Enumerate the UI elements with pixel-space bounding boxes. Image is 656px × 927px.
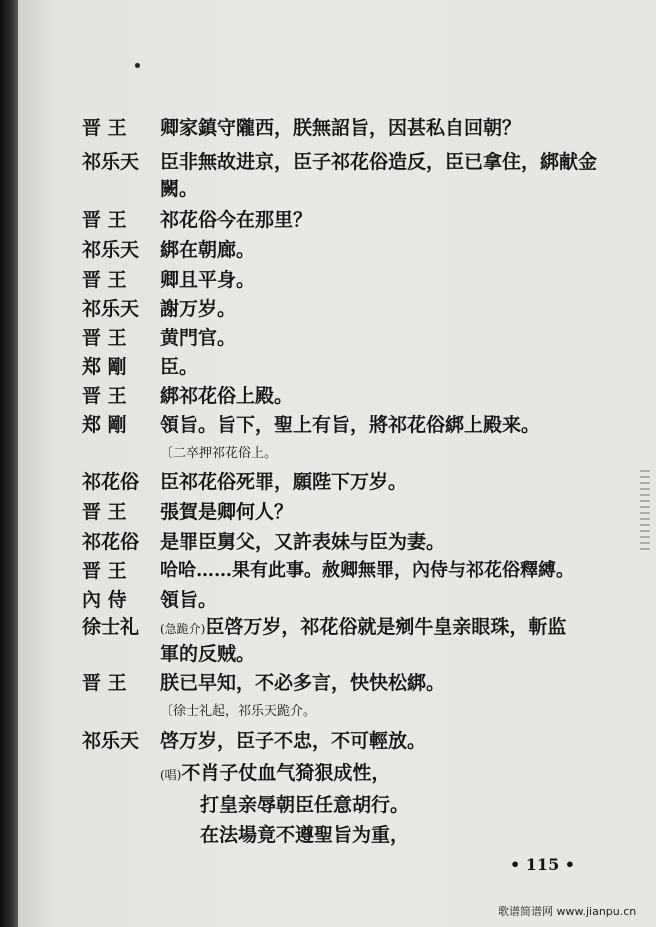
speaker-jinwang: 晋 王 <box>82 327 127 349</box>
dialogue-line: 朕已早知，不必多言，快快松綁。 <box>160 672 446 694</box>
dialogue-continuation: 軍的反贼。 <box>160 643 256 665</box>
speaker-qiletian: 祁乐天 <box>82 730 140 752</box>
speaker-jinwang: 晋 王 <box>82 560 127 582</box>
dialogue-line: 綁祁花俗上殿。 <box>160 385 294 407</box>
speaker-zhenggang: 郑 剛 <box>82 414 127 436</box>
speaker-zhenggang: 郑 剛 <box>82 356 127 378</box>
dialogue-line: 領旨。 <box>160 589 218 611</box>
speaker-qihuasu: 祁花俗 <box>82 471 140 493</box>
dialogue-text: 臣啓万岁，祁花俗就是剜牛皇亲眼珠，斬监 <box>205 616 567 638</box>
dialogue-line: 臣。 <box>160 356 199 378</box>
watermark: 歌谱简谱网 www.jianpu.cn <box>498 905 637 918</box>
dialogue-continuation: 闕。 <box>160 178 199 200</box>
dialogue-line: 卿家鎮守隴西，朕無詔旨，因甚私自回朝？ <box>160 117 522 139</box>
dialogue-line: 張賀是卿何人？ <box>160 501 294 523</box>
dialogue-line: 啓万岁，臣子不忠，不可輕放。 <box>160 730 427 752</box>
speaker-jinwang: 晋 王 <box>82 209 127 231</box>
speaker-jinwang: 晋 王 <box>82 501 127 523</box>
page-number: • 115 • <box>510 855 575 874</box>
stage-direction: 〔二卒押祁花俗上。 <box>160 446 278 461</box>
speaker-qiletian: 祁乐天 <box>82 239 140 261</box>
dialogue-line: 臣非無故进京，臣子祁花俗造反，臣已拿住，綁献金 <box>160 151 598 173</box>
speaker-qiletian: 祁乐天 <box>82 298 140 320</box>
speaker-jinwang: 晋 王 <box>82 672 127 694</box>
dialogue-line: 領旨。旨下，聖上有旨，將祁花俗綁上殿来。 <box>160 414 541 436</box>
sung-line <box>160 758 390 785</box>
dialogue-line: 祁花俗今在那里？ <box>160 209 313 231</box>
verse-text: 不肖子仗血气猗狠成性， <box>181 762 391 784</box>
dialogue-line: 綁在朝廊。 <box>160 239 256 261</box>
sing-note: (唱) <box>160 768 182 782</box>
stage-direction: 〔徐士礼起，祁乐天跪介。 <box>160 704 317 719</box>
dialogue-line: 臣祁花俗死罪，願陛下万岁。 <box>160 471 408 493</box>
speaker-xushili: 徐士礼 <box>82 616 140 638</box>
speaker-jinwang: 晋 王 <box>82 269 127 291</box>
dialogue-line: 卿且平身。 <box>160 269 256 291</box>
speaker-qihuasu: 祁花俗 <box>82 531 140 553</box>
stage-note: (急跪介) <box>160 622 206 636</box>
dialogue-line: 黄門官。 <box>160 327 237 349</box>
speaker-qiletian: 祁乐天 <box>82 151 140 173</box>
dialogue-line: 是罪臣舅父，又許表妹与臣为妻。 <box>160 531 446 553</box>
speaker-jinwang: 晋 王 <box>82 385 127 407</box>
dialogue-line: 謝万岁。 <box>160 298 237 320</box>
speaker-jinwang: 晋 王 <box>82 117 127 139</box>
speaker-neishi: 內 侍 <box>82 589 127 611</box>
dialogue-line <box>160 612 566 639</box>
dialogue-line: 哈哈……果有此事。赦卿無罪，內侍与祁花俗釋縛。 <box>160 560 574 581</box>
verse-line: 在法場竟不遵聖旨为重， <box>200 824 410 846</box>
verse-line: 打皇亲辱朝臣任意胡行。 <box>200 794 410 816</box>
